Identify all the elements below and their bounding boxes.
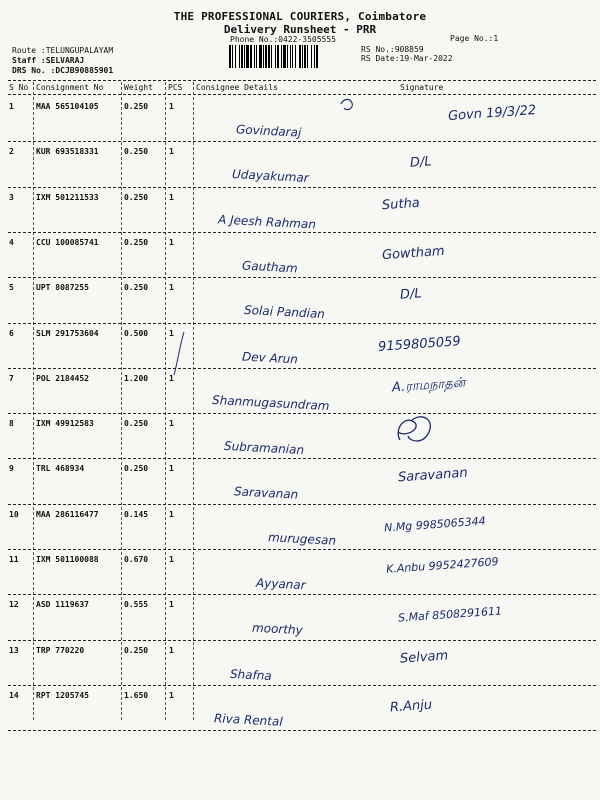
cell-weight: 0.250 (124, 283, 149, 293)
cell-sno: 6 (9, 328, 14, 338)
signature-handwritten: Selvam (399, 647, 449, 667)
row-separator (8, 323, 596, 324)
runsheet-subtitle: Delivery Runsheet - PRR (223, 23, 377, 36)
cell-pcs: 1 (169, 645, 174, 655)
signature-handwritten: D/L (409, 154, 433, 172)
cell-consignment-no: MAA 565104105 (36, 102, 99, 111)
consignee-handwritten-name: Govindaraj (235, 122, 302, 140)
cell-pcs: 1 (169, 192, 174, 202)
consignee-handwritten-name: murugesan (267, 529, 337, 548)
cell-weight: 0.250 (124, 192, 149, 202)
row-separator (8, 232, 596, 233)
cell-sno: 13 (9, 645, 19, 655)
cell-weight: 0.670 (124, 555, 149, 564)
route-value: TELUNGUPALAYAM (45, 46, 114, 55)
consignee-handwritten-name: Subramanian (223, 439, 305, 458)
signature-handwritten: K.Anbu 9952427609 (385, 555, 499, 576)
cell-pcs: 1 (169, 555, 174, 564)
signature-handwritten: S.Maf 8508291611 (397, 604, 503, 625)
column-divider (121, 82, 122, 720)
drs-line (12, 66, 113, 75)
route-line (12, 46, 113, 55)
cell-consignment-no: UPT 8087255 (36, 283, 89, 293)
cell-sno: 8 (9, 419, 14, 429)
consignee-handwritten-name: A Jeesh Rahman (217, 212, 317, 232)
cell-pcs: 1 (169, 102, 174, 111)
signature-handwritten: R.Anju (389, 697, 433, 716)
row-separator (8, 685, 596, 686)
cell-pcs: 1 (169, 464, 174, 474)
cell-consignment-no: RPT 1205745 (36, 690, 89, 700)
cell-pcs: 1 (169, 419, 174, 429)
cell-consignment-no: IXM 501100088 (36, 555, 99, 564)
row-separator (8, 458, 596, 459)
row-separator (8, 413, 596, 414)
column-header-consignee: Consignee Details (196, 83, 278, 92)
row-separator (8, 277, 596, 278)
row-separator (8, 549, 596, 550)
cell-weight: 0.250 (124, 419, 149, 429)
row-separator (8, 594, 596, 595)
cell-sno: 11 (9, 555, 19, 564)
cell-sno: 9 (9, 464, 14, 474)
column-header-pcs: PCS (168, 83, 183, 92)
route-label: Route : (12, 46, 46, 55)
pen-stroke-mark (170, 330, 190, 380)
consignee-handwritten-name: Shafna (229, 666, 273, 683)
drs-label: DRS No. : (12, 66, 56, 75)
consignee-handwritten-name: Solai Pandian (243, 303, 326, 322)
header-top-rule (8, 80, 596, 81)
consignee-handwritten-name: Shanmugasundram (211, 392, 330, 413)
company-title: THE PROFESSIONAL COURIERS, Coimbatore (173, 10, 427, 23)
row-separator (8, 730, 596, 731)
cell-pcs: 1 (169, 237, 174, 247)
staff-line (12, 56, 84, 65)
consignee-handwritten-name: Dev Arun (241, 349, 299, 366)
column-divider (33, 82, 34, 720)
ink-smudge-mark (338, 96, 358, 114)
cell-weight: 1.200 (124, 373, 149, 383)
cell-consignment-no: TRL 468934 (36, 464, 85, 474)
signature-handwritten: D/L (399, 286, 423, 303)
cell-pcs: 1 (169, 600, 174, 610)
signature-handwritten: Saravanan (397, 465, 469, 486)
consignee-handwritten-name: Gautham (241, 258, 298, 276)
row-separator (8, 141, 596, 142)
signature-handwritten: N.Mg 9985065344 (383, 514, 487, 535)
column-divider (193, 82, 194, 720)
column-header-sno: S No (9, 83, 29, 92)
rs-number: RS No.:908859 (361, 45, 424, 54)
cell-consignment-no: MAA 286116477 (36, 509, 99, 519)
cell-pcs: 1 (169, 690, 174, 700)
consignee-handwritten-name: Riva Rental (213, 711, 283, 729)
staff-label: Staff : (12, 56, 46, 65)
cell-weight: 0.145 (124, 509, 149, 519)
cell-consignment-no: IXM 49912583 (36, 419, 94, 429)
column-header-weight: Weight (124, 83, 153, 92)
cell-consignment-no: CCU 100085741 (36, 237, 99, 247)
cell-consignment-no: SLM 291753604 (36, 328, 99, 338)
cell-sno: 1 (9, 102, 14, 111)
cell-sno: 3 (9, 192, 14, 202)
header-bottom-rule (8, 94, 596, 95)
row-separator (8, 187, 596, 188)
cell-sno: 2 (9, 147, 14, 157)
row-separator (8, 368, 596, 369)
drs-value: DCJB90885901 (55, 66, 114, 75)
cell-pcs: 1 (169, 147, 174, 157)
consignee-handwritten-name: Udayakumar (231, 167, 310, 186)
cell-weight: 0.250 (124, 102, 149, 111)
cell-weight: 1.650 (124, 690, 149, 700)
row-separator (8, 640, 596, 641)
phone-number: Phone No.:0422-3505555 (230, 35, 336, 44)
row-separator (8, 504, 596, 505)
signature-handwritten: Sutha (381, 195, 421, 213)
cell-weight: 0.250 (124, 147, 149, 157)
cell-weight: 0.500 (124, 328, 149, 338)
cell-sno: 7 (9, 373, 14, 383)
cell-consignment-no: POL 2184452 (36, 373, 89, 383)
signature-handwritten: 9159805059 (377, 333, 462, 355)
cell-pcs: 1 (169, 509, 174, 519)
signature-handwritten: Gowtham (381, 243, 446, 264)
page-number: Page No.:1 (450, 34, 499, 43)
staff-value: SELVARAJ (45, 56, 85, 65)
signature-scribble-row-8 (392, 410, 442, 450)
consignee-handwritten-name: Ayyanar (255, 575, 307, 593)
cell-consignment-no: KUR 693518331 (36, 147, 99, 157)
cell-consignment-no: TRP 770220 (36, 645, 85, 655)
cell-pcs: 1 (169, 373, 174, 383)
consignee-handwritten-name: Saravanan (233, 484, 299, 503)
cell-weight: 0.555 (124, 600, 149, 610)
cell-sno: 10 (9, 509, 19, 519)
cell-pcs: 1 (169, 283, 174, 293)
cell-sno: 5 (9, 283, 14, 293)
cell-pcs: 1 (169, 328, 174, 338)
cell-consignment-no: ASD 1119637 (36, 600, 89, 610)
consignee-handwritten-name: moorthy (251, 620, 304, 638)
cell-sno: 4 (9, 237, 14, 247)
column-header-signature: Signature (400, 83, 444, 92)
cell-weight: 0.250 (124, 464, 149, 474)
cell-weight: 0.250 (124, 645, 149, 655)
signature-handwritten: A.ராமநாதன் (391, 375, 466, 396)
column-divider (165, 82, 166, 720)
column-header-consignment: Consignment No (36, 83, 104, 92)
cell-consignment-no: IXM 501211533 (36, 192, 99, 202)
barcode-icon (229, 45, 355, 68)
cell-weight: 0.250 (124, 237, 149, 247)
cell-sno: 14 (9, 690, 19, 700)
cell-sno: 12 (9, 600, 19, 610)
signature-handwritten: Govn 19/3/22 (447, 102, 537, 125)
rs-date: RS Date:19-Mar-2022 (361, 54, 453, 63)
